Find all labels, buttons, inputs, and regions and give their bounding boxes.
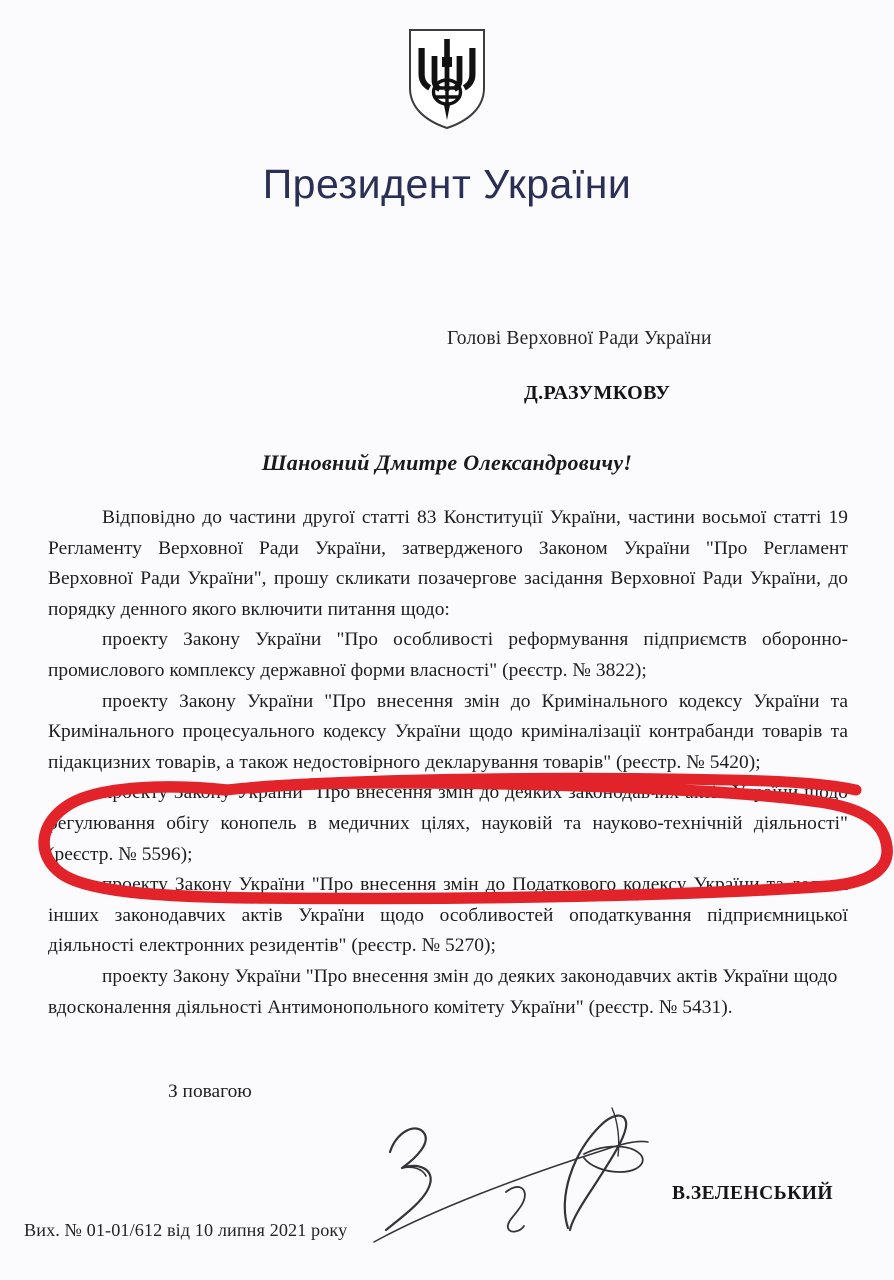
body-paragraph-intro: Відповідно до частини другої статті 83 Конституції України, частини восьмої статті 19 Регламенту Верховної Ради України, затвердженого Законом України "Про Регламент Верховної Ради України", прошу скликати позачергове засідання Верховної Ради України, до порядку денного якого включити питання щодо:	[48, 507, 848, 620]
addressee-name: Д.РАЗУМКОВУ	[524, 382, 671, 404]
addressee-position: Голові Верховної Ради України	[447, 328, 712, 349]
addressee-block	[447, 328, 867, 405]
agenda-item-5431: проекту Закону України "Про внесення змін до деяких законодавчих актів України щодо вдосконалення діяльності Антимонопольного комітету України" (реєстр. № 5431).	[48, 965, 838, 1018]
letter-body	[48, 503, 848, 1023]
page-title: Президент України	[262, 161, 632, 207]
handwritten-signature	[372, 1100, 672, 1265]
agenda-item-5270: проекту Закону України "Про внесення змін до Податкового кодексу України та деяких інших законодавчих актів України щодо особливостей оподаткування підприємницької діяльності електронних резидентів" (реєстр. № 5270);	[48, 874, 848, 957]
outgoing-reference: Вих. № 01-01/612 від 10 липня 2021 року	[24, 1220, 348, 1240]
signer-name: В.ЗЕЛЕНСЬКИЙ	[672, 1183, 834, 1204]
agenda-item-3822: проекту Закону України "Про особливості реформування підприємств оборонно-промислового комплексу державної форми власності" (реєстр. № 3822);	[48, 629, 848, 681]
letterhead	[0, 0, 894, 208]
salutation: Шановний Дмитре Олександровичу!	[261, 450, 633, 475]
valediction: З повагою	[168, 1081, 252, 1102]
ukrainian-trident-emblem	[406, 26, 488, 132]
agenda-item-5420: проекту Закону України "Про внесення змін до Кримінального кодексу України та Кримінального процесуального кодексу України щодо криміналізації контрабанди товарів та підакцизних товарів, а також недостовірного декларування товарів" (реєстр. № 5420);	[48, 690, 848, 773]
agenda-item-5596: проекту Закону України "Про внесення змін до деяких законодавчих актів України щодо регулювання обігу конопель в медичних цілях, науковій та науково-технічній діяльності" (реєстр. № 5596);	[48, 782, 848, 865]
